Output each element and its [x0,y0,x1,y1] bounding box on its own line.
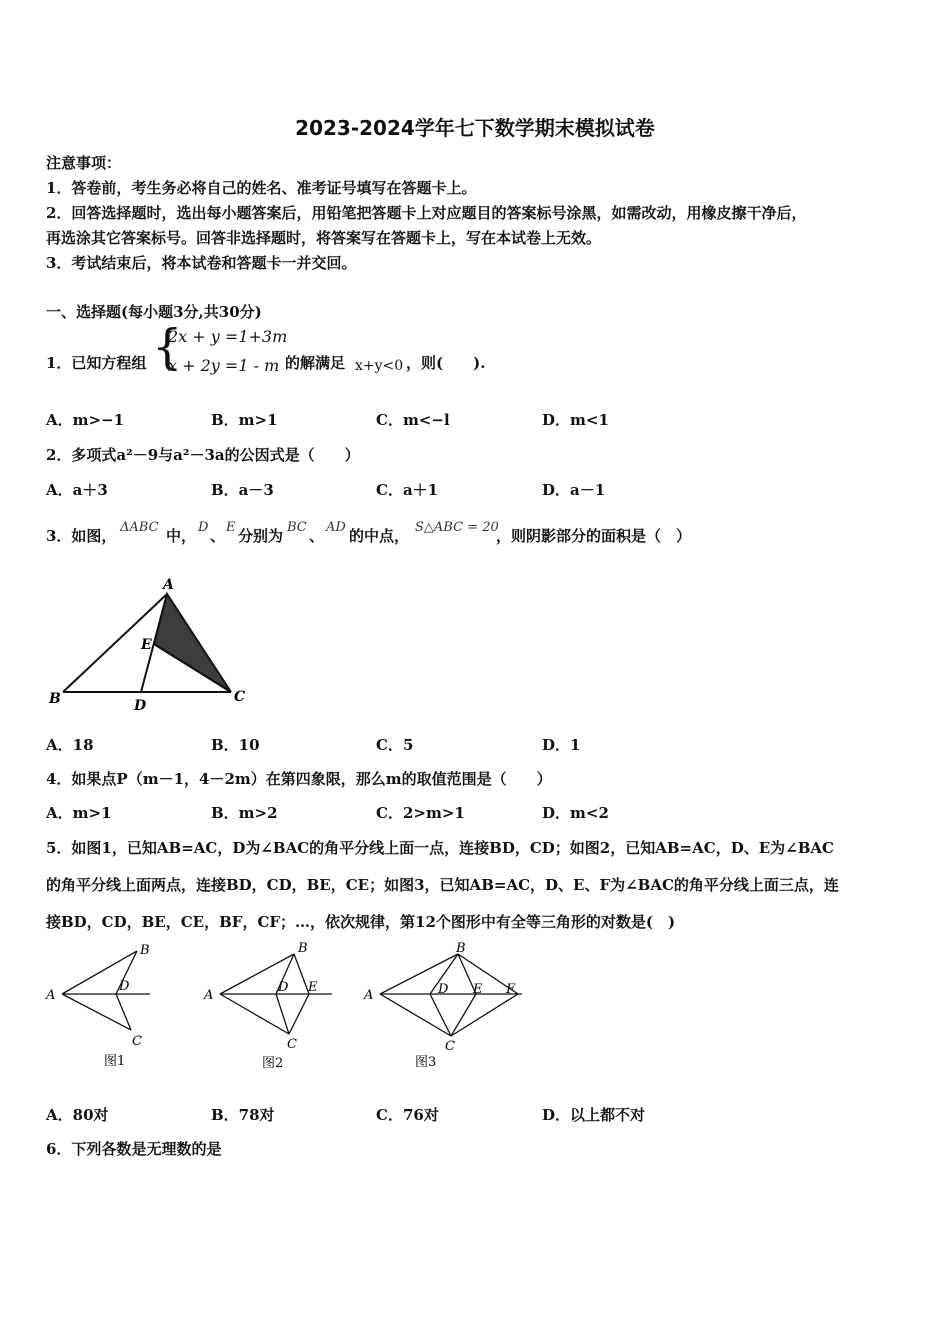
q2-option-a[interactable]: A．a＋3 [46,481,108,499]
q4-option-d[interactable]: D．m<2 [542,804,609,822]
fig3-caption: 图3 [415,1055,437,1070]
label-a: A [163,577,174,593]
q4-option-a[interactable]: A．m>1 [46,804,112,822]
q3-text-3: 分别为 [238,527,284,545]
notice-item-2b: 再选涂其它答案标号。回答非选择题时，将答案写在答题卡上，写在本试卷上无效。 [46,229,602,247]
q3-option-a[interactable]: A．18 [46,736,94,754]
fig2-label-d: D [278,980,289,995]
q2-text: 2．多项式a²－9与a²－3a的公因式是（ ） [46,446,360,464]
fig1-caption: 图1 [104,1054,126,1069]
fig2-label-a: A [204,988,214,1003]
fig3-label-c: C [445,1039,455,1054]
shaded-triangle [154,594,231,692]
q6-text: 6．下列各数是无理数的是 [46,1140,222,1158]
q1-equation-2: x + 2y =1 - m [168,356,280,375]
q3-point-d: D [198,520,209,535]
section-heading: 一、选择题(每小题3分,共30分) [46,303,262,321]
q5-figure-3 [358,938,528,1073]
fig2-label-e: E [308,980,318,995]
q3-option-d[interactable]: D．1 [542,736,581,754]
q3-text-1: 3．如图， [46,527,117,545]
q1-condition: x+y<0 [355,358,404,374]
q2-option-c[interactable]: C．a＋1 [376,481,439,499]
q4-text: 4．如果点P（m－1，4－2m）在第四象限，那么m的取值范围是（ ） [46,770,552,788]
q5-option-c[interactable]: C．76对 [376,1106,439,1124]
q1-option-a[interactable]: A．m>−1 [46,411,125,429]
q5-option-a[interactable]: A．80对 [46,1106,109,1124]
q2-option-d[interactable]: D．a－1 [542,481,606,499]
q3-area: S△ABC = 20 [415,520,499,535]
fig3-label-e: E [473,982,483,997]
fig2-caption: 图2 [262,1056,284,1071]
q1-option-b[interactable]: B．m>1 [211,411,278,429]
label-e: E [141,637,152,653]
q1-prefix: 1．已知方程组 [46,354,147,372]
notice-item-3: 3．考试结束后，将本试卷和答题卡一并交回。 [46,254,357,272]
label-d: D [134,698,147,714]
notice-heading: 注意事项： [46,154,122,172]
q3-point-e: E [226,520,236,535]
q3-figure [40,570,260,720]
label-c: C [234,689,246,705]
q1-equation-1: 2x + y =1+3m [168,327,288,346]
label-b: B [49,691,61,707]
q3-triangle: ΔABC [120,520,159,535]
q3-sep: 、 [210,527,226,545]
fig2-label-b: B [298,941,308,956]
q5-line-1: 5．如图1，已知AB=AC，D为∠BAC的角平分线上面一点，连接BD，CD；如图2，已知AB=AC，D、E为∠BAC [46,839,834,857]
q3-option-b[interactable]: B．10 [211,736,260,754]
notice-item-2a: 2．回答选择题时，选出每小题答案后，用铅笔把答题卡上对应题目的答案标号涂黑，如需改动，用橡皮擦干净后， [46,204,807,222]
q5-option-d[interactable]: D．以上都不对 [542,1106,646,1124]
q4-option-c[interactable]: C．2>m>1 [376,804,465,822]
q1-option-d[interactable]: D．m<1 [542,411,609,429]
notice-item-1: 1．答卷前，考生务必将自己的姓名、准考证号填写在答题卡上。 [46,179,477,197]
q1-brace: { [152,319,183,375]
q5-figure-1 [40,938,160,1073]
fig1-label-c: C [132,1034,142,1049]
fig1-label-d: D [119,979,130,994]
fig3-label-d: D [438,982,449,997]
fig1-label-b: B [140,943,150,958]
q3-option-c[interactable]: C．5 [376,736,414,754]
q4-option-b[interactable]: B．m>2 [211,804,278,822]
fig3-label-f: F [506,982,516,997]
fig2-label-c: C [287,1037,297,1052]
q3-text-5: 的中点， [349,527,410,545]
q3-text-2: 中， [166,527,197,545]
q1-option-c[interactable]: C．m<−l [376,411,450,429]
fig1-label-a: A [46,988,56,1003]
q5-figure-2 [198,938,338,1073]
q5-line-3: 接BD，CD，BE，CE，BF，CF；…，依次规律，第12个图形中有全等三角形的对数是( ) [46,913,676,931]
q3-text-6: ，则阴影部分的面积是（ ） [496,527,692,545]
q5-line-2: 的角平分线上面两点，连接BD，CD，BE，CE；如图3，已知AB=AC，D、E、F为∠BAC的角平分线上面三点，连 [46,876,839,894]
q5-option-b[interactable]: B．78对 [211,1106,275,1124]
q3-text-4: 、 [309,527,325,545]
q3-seg-bc: BC [287,520,307,535]
q1-middle: 的解满足 [285,354,346,372]
q2-option-b[interactable]: B．a－3 [211,481,274,499]
fig3-label-b: B [456,941,466,956]
q1-suffix: ，则( ). [406,354,486,372]
q3-seg-ad: AD [326,520,346,535]
fig3-label-a: A [364,988,374,1003]
page-title: 2023-2024学年七下数学期末模拟试卷 [295,116,655,140]
